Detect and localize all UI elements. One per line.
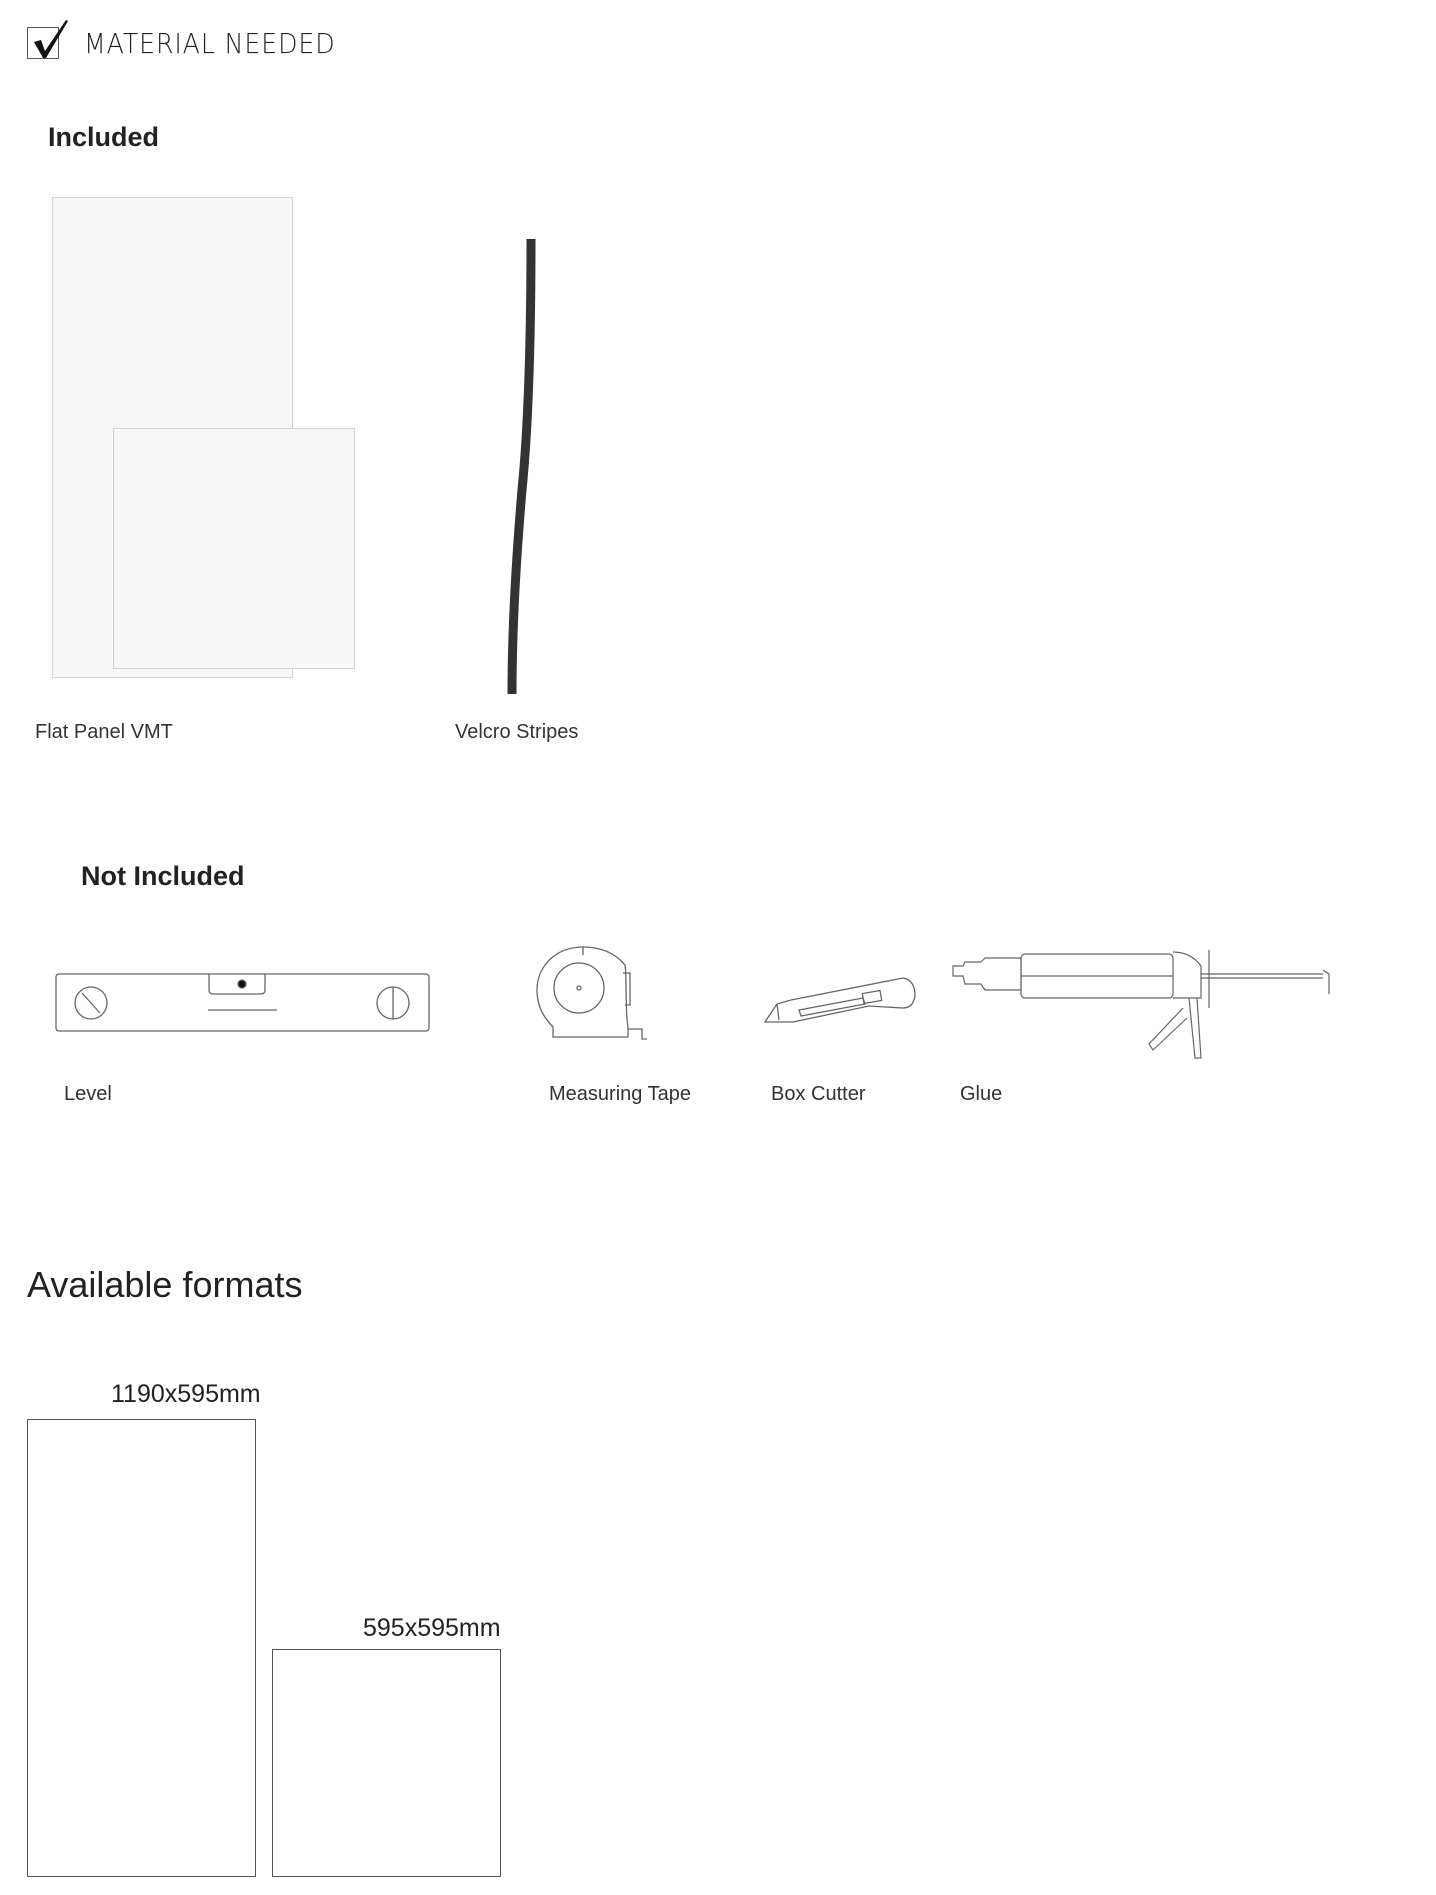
level-icon — [55, 970, 431, 1034]
formats-heading: Available formats — [27, 1264, 303, 1305]
checkmark-icon — [28, 18, 72, 62]
format-595x595 — [272, 1649, 501, 1877]
box-cutter-icon — [763, 972, 919, 1026]
format-label: 1190x595mm — [111, 1380, 261, 1408]
included-heading: Included — [48, 122, 160, 152]
glue-gun-icon — [951, 950, 1333, 1060]
item-label: Flat Panel VMT — [35, 721, 173, 743]
item-label: Measuring Tape — [549, 1083, 691, 1105]
item-label: Velcro Stripes — [455, 721, 579, 743]
section-title: MATERIAL NEEDED — [84, 27, 336, 60]
measuring-tape-icon — [535, 945, 657, 1041]
item-label: Glue — [960, 1083, 1003, 1105]
item-label: Box Cutter — [771, 1083, 866, 1105]
format-label: 595x595mm — [363, 1614, 501, 1642]
not-included-heading: Not Included — [81, 861, 245, 891]
flat-panel-small-icon — [113, 428, 355, 669]
format-1190x595 — [27, 1419, 256, 1877]
item-label: Level — [64, 1083, 112, 1105]
velcro-stripe-icon — [500, 230, 550, 700]
